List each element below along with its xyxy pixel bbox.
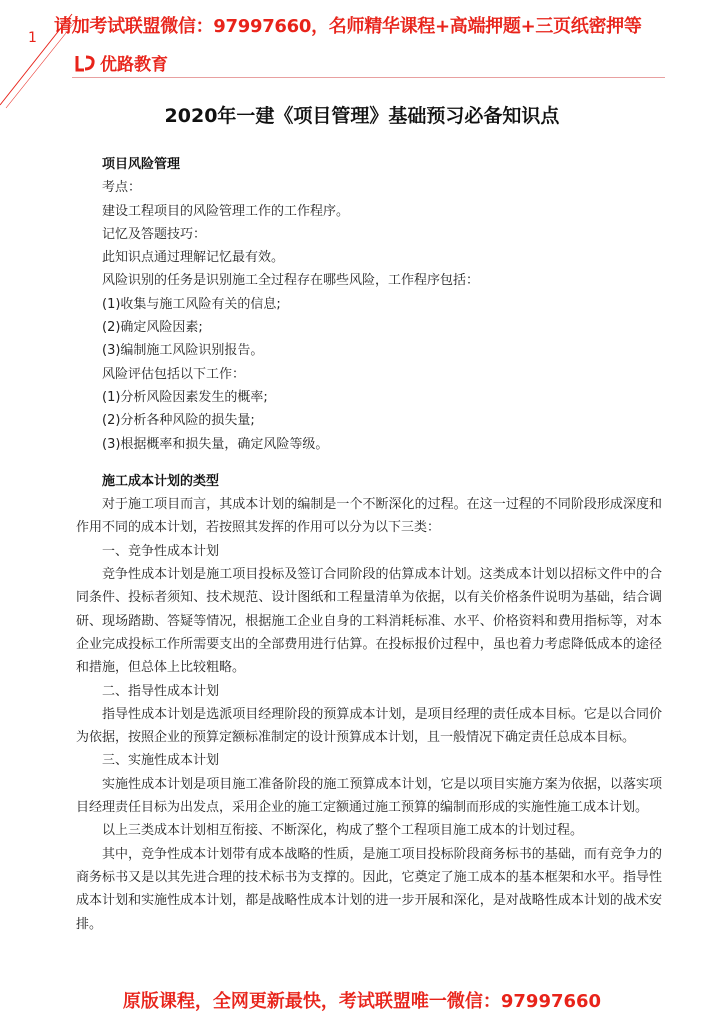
subheading: 一、竞争性成本计划 <box>102 543 220 559</box>
header-divider <box>72 77 665 78</box>
subheading: 二、指导性成本计划 <box>102 683 220 699</box>
paragraph: 对于施工项目而言，其成本计划的编制是一个不断深化的过程。在这一过程的不同阶段形成深度和作用不同的成本计划，若按照其发挥的作用可以分为以下三类： <box>76 497 662 536</box>
text-line: 此知识点通过理解记忆最有效。 <box>102 250 285 266</box>
text-line: (1)收集与施工风险有关的信息; <box>102 296 281 312</box>
text-line: 风险识别的任务是识别施工全过程存在哪些风险，工作程序包括： <box>102 273 480 289</box>
logo-text: 优路教育 <box>100 55 168 75</box>
logo <box>74 50 168 75</box>
paragraph: 竞争性成本计划是施工项目投标及签订合同阶段的估算成本计划。这类成本计划以招标文件中的合同条件、投标者须知、技术规范、设计图纸和工程量清单为依据，以有关价格条件说明为基础，结合调研、现场踏勘、答疑等情况，根据施工企业自身的工料消耗标准、水平、价格资料和费用指标等，对本企业完成投标工作所需要支出的全部费用进行估算。在投标报价过程中，虽也着力考虑降低成本的途径和措施，但总体上比较粗略。 <box>76 567 662 676</box>
text-line: 记忆及答题技巧： <box>102 226 207 242</box>
section-heading: 施工成本计划的类型 <box>102 473 220 489</box>
section-heading: 项目风险管理 <box>102 157 181 172</box>
page-title: 2020年一建《项目管理》基础预习必备知识点 <box>164 105 560 127</box>
paragraph: 实施性成本计划是项目施工准备阶段的施工预算成本计划，它是以项目实施方案为依据，以落实项目经理责任目标为出发点，采用企业的施工定额通过施工预算的编制而形成的实施性施工成本计划。 <box>76 776 662 816</box>
text-line: 考点： <box>102 180 142 196</box>
logo-icon <box>74 54 96 72</box>
text-line: 风险评估包括以下工作： <box>102 366 246 382</box>
subheading: 三、实施性成本计划 <box>102 753 220 769</box>
paragraph: 以上三类成本计划相互衔接、不断深化，构成了整个工程项目施工成本的计划过程。 <box>102 823 584 839</box>
page-number: 1 <box>28 30 37 46</box>
document-body <box>76 153 662 936</box>
text-line: 建设工程项目的风险管理工作的工作程序。 <box>102 203 350 219</box>
text-line: (3)根据概率和损失量，确定风险等级。 <box>102 436 329 452</box>
text-line: (2)分析各种风险的损失量; <box>102 413 255 429</box>
text-line: (2)确定风险因素; <box>102 320 203 336</box>
paragraph: 指导性成本计划是选派项目经理阶段的预算成本计划，是项目经理的责任成本目标。它是以合同价为依据，按照企业的预算定额标准制定的设计预算成本计划，且一般情况下确定责任总成本目标。 <box>76 706 662 746</box>
text-line: (1)分析风险因素发生的概率; <box>102 389 268 405</box>
top-banner: 请加考试联盟微信：97997660，名师精华课程+高端押题+三页纸密押等 <box>54 16 642 37</box>
paragraph: 其中，竞争性成本计划带有成本战略的性质，是施工项目投标阶段商务标书的基础，而有竞争力的商务标书又是以其先进合理的技术标书为支撑的。因此，它奠定了施工成本的基本框架和水平。指导性成本计划和实施性成本计划，都是战略性成本计划的进一步开展和深化，是对战略性成本计划的战术安排。 <box>76 846 662 932</box>
footer-banner: 原版课程，全网更新最快，考试联盟唯一微信：97997660 <box>122 991 602 1012</box>
text-line: (3)编制施工风险识别报告。 <box>102 343 264 359</box>
